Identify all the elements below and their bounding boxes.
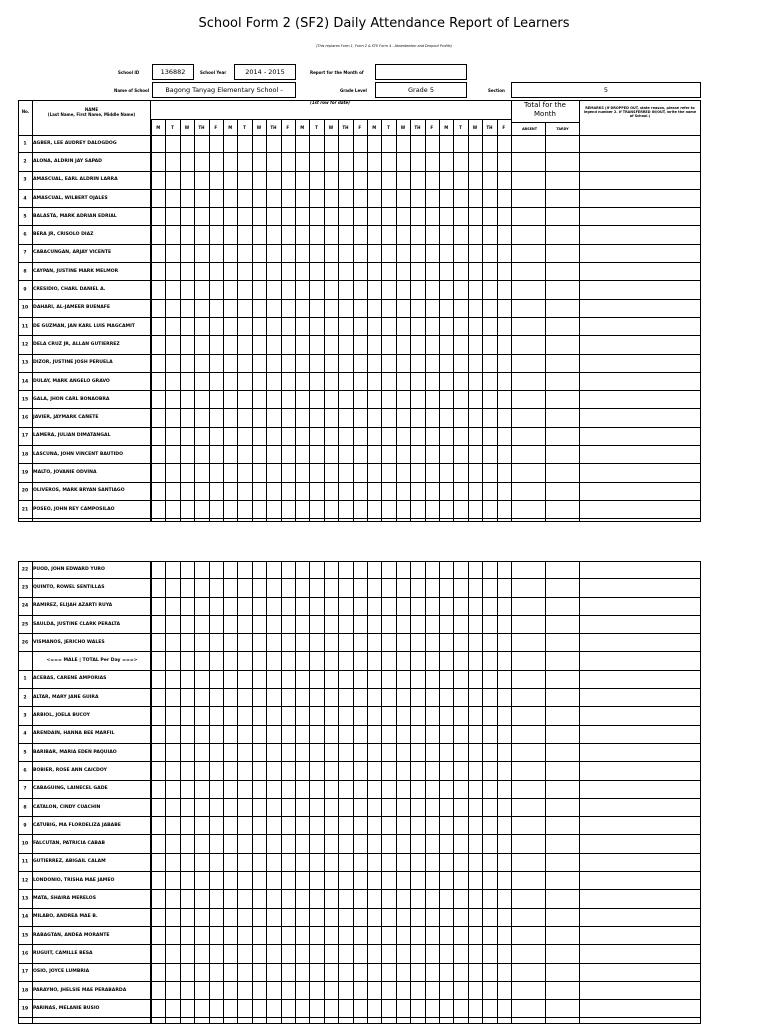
learner-row[interactable] — [18, 561, 701, 579]
learner-number: 3 — [23, 713, 27, 719]
learner-row[interactable] — [18, 872, 701, 890]
learner-name: ARBIOL, JOELA BUCOY — [33, 713, 90, 719]
day-header: W — [472, 125, 478, 130]
learner-row[interactable] — [18, 153, 701, 171]
learner-number: 19 — [21, 470, 29, 476]
learner-name: AMASCUAL, WILBERT OJALES — [33, 195, 108, 201]
day-header: TH — [198, 125, 205, 130]
learner-number: 26 — [21, 640, 29, 646]
learner-name: JAVIER, JAYMARK CAÑETE — [33, 415, 99, 421]
learner-number: 7 — [23, 250, 27, 256]
learner-row[interactable] — [18, 1000, 701, 1018]
learner-row[interactable] — [18, 227, 701, 245]
learner-number: 3 — [23, 177, 27, 183]
learner-number: 10 — [21, 841, 29, 847]
learner-row[interactable] — [18, 854, 701, 872]
col-no-header: No. — [21, 109, 30, 114]
learner-name: LONDONIO, TRISHA MAE JAMEO — [33, 877, 115, 883]
school-id-field[interactable]: 136882 — [152, 64, 194, 80]
learner-number: 8 — [23, 269, 27, 275]
learner-number: 11 — [21, 324, 29, 330]
learner-name: FALCUTAN, PATRICIA CABAB — [33, 841, 105, 847]
learner-name: POSEO, JOHN REY CAMPOSILAO — [33, 506, 115, 512]
learner-number: 5 — [23, 750, 27, 756]
day-header: M — [444, 125, 449, 130]
school-year-label: School Year — [200, 70, 227, 75]
learner-row[interactable] — [18, 190, 701, 208]
day-header: M — [300, 125, 305, 130]
day-header: M — [228, 125, 233, 130]
learner-name: ACEBAS, CARENE AMPORIAS — [33, 676, 107, 682]
learner-row[interactable] — [18, 964, 701, 982]
day-header: T — [459, 125, 462, 130]
absent-header: ABSENT — [521, 127, 538, 131]
col-name-header: NAME (Last Name, First Name, Middle Name) — [47, 107, 136, 117]
day-header: W — [256, 125, 262, 130]
learner-name: BARIBAR, MARIA EDEN PAQUIAO — [33, 749, 117, 755]
learner-row[interactable] — [18, 172, 701, 190]
day-header: W — [184, 125, 190, 130]
learner-row[interactable] — [18, 410, 701, 428]
day-header: F — [286, 125, 290, 130]
section-field[interactable]: 5 — [511, 82, 701, 98]
learner-row[interactable] — [18, 890, 701, 908]
learner-name: LAMERA, JULIAN DIMATANGAL — [33, 433, 111, 439]
learner-row[interactable] — [18, 671, 701, 689]
learner-row[interactable] — [18, 208, 701, 226]
learner-row[interactable] — [18, 945, 701, 963]
learner-number: 12 — [21, 878, 29, 884]
learner-number: 21 — [21, 507, 29, 513]
learner-name: VISMANOS, JERICHO WALES — [33, 639, 105, 645]
learner-row[interactable] — [18, 616, 701, 634]
learner-number: 2 — [23, 695, 27, 701]
learner-number: 13 — [21, 896, 29, 902]
learner-number: 14 — [21, 379, 29, 385]
school-name-field[interactable]: Bagong Tanyag Elementary School - — [152, 82, 296, 98]
learner-number: 24 — [21, 603, 29, 609]
learner-name: CATUBIG, MA FLORDELIZA JABABE — [33, 822, 121, 828]
learner-name: CRESIDIO, CHARL DANIEL A. — [33, 287, 106, 293]
learner-row[interactable] — [18, 281, 701, 299]
learner-number: 25 — [21, 622, 29, 628]
form-title: School Form 2 (SF2) Daily Attendance Report of Learners — [198, 16, 570, 31]
learner-number: 20 — [21, 488, 29, 494]
learner-name: PUOD, JOHN EDWARD YURO — [33, 566, 105, 572]
dates-row-label: (1st row for date) — [310, 100, 350, 105]
learner-name: GUTIERREZ, ABIGAIL CALAM — [33, 859, 106, 865]
day-header: T — [243, 125, 246, 130]
learner-number: 17 — [21, 969, 29, 975]
learner-row[interactable] — [18, 373, 701, 391]
day-header: M — [156, 125, 161, 130]
learner-number: 15 — [21, 933, 29, 939]
learner-name: RUGUIT, CAMILLE BESA — [33, 950, 93, 956]
learner-number: 11 — [21, 859, 29, 865]
learner-number: 7 — [23, 786, 27, 792]
total-month-header: Total for the Month — [524, 101, 566, 118]
learner-name: MALTO, JOVANIE ODVINA — [33, 470, 97, 476]
learner-number: 8 — [23, 805, 27, 811]
learner-row[interactable] — [18, 391, 701, 409]
learner-row[interactable] — [18, 245, 701, 263]
learner-row[interactable] — [18, 817, 701, 835]
learner-name: ARENDAIN, HANNA BEE MARFIL — [33, 731, 115, 737]
learner-number: 10 — [21, 305, 29, 311]
learner-name: LASCUNA, JOHN VINCENT BAUTIDO — [33, 451, 124, 457]
learner-row[interactable] — [18, 483, 701, 501]
grade-level-label: Grade Level — [340, 88, 367, 93]
learner-number: 15 — [21, 397, 29, 403]
learner-number: 18 — [21, 988, 29, 994]
learner-row[interactable] — [18, 744, 701, 762]
day-header: TH — [270, 125, 277, 130]
learner-number: 2 — [23, 159, 27, 165]
learner-name: OLIVEROS, MARK BRYAN SANTIAGO — [33, 488, 125, 494]
learner-name: CATALON, CINDY CUACHIN — [33, 804, 101, 810]
tardy-header: TARDY — [556, 127, 569, 131]
learner-name: BALASTA, MARK ADRIAN EDRIAL — [33, 213, 117, 219]
learner-row[interactable] — [18, 909, 701, 927]
learner-row[interactable] — [18, 762, 701, 780]
male-total-label: <=== MALE | TOTAL Per Day ===> — [46, 658, 138, 664]
day-header: F — [358, 125, 362, 130]
day-header: T — [387, 125, 390, 130]
school-year-field[interactable]: 2014 - 2015 — [234, 64, 296, 80]
learner-number: 16 — [21, 415, 29, 421]
day-header: W — [328, 125, 334, 130]
learner-name: DE GUZMAN, JAN KARL LUIS MAGCAMIT — [33, 323, 135, 329]
learner-row[interactable] — [18, 446, 701, 464]
learner-row[interactable] — [18, 707, 701, 725]
grade-level-field[interactable]: Grade 5 — [375, 82, 467, 98]
learner-row[interactable] — [18, 982, 701, 1000]
learner-row[interactable] — [18, 464, 701, 482]
attendance-table-page1 — [18, 100, 701, 522]
learner-name: RABAGTAN, ANDEA MORANTE — [33, 932, 110, 938]
day-header: F — [214, 125, 218, 130]
learner-number: 22 — [21, 567, 29, 573]
learner-name: AGBER, LEE AUDREY DALOGDOG — [33, 140, 117, 146]
learner-row[interactable] — [18, 836, 701, 854]
learner-name: CAYPAN, JUSTINE MARK MELMOR — [33, 268, 119, 274]
form-subtitle: (This replaces Form 1, Form 2 & STS Form 4 - Absenteeism and Dropout Profile) — [316, 44, 452, 48]
day-header: TH — [414, 125, 421, 130]
learner-row[interactable] — [18, 428, 701, 446]
learner-number: 4 — [23, 731, 27, 737]
learner-number: 14 — [21, 914, 29, 920]
learner-name: AMASCUAL, EARL ALDRIN LARRA — [33, 177, 118, 183]
learner-row[interactable] — [18, 579, 701, 597]
school-name-label: Name of School — [114, 88, 150, 93]
day-header: F — [430, 125, 434, 130]
learner-name: CABACUNGAN, ARJAY VICENTE — [33, 250, 112, 256]
learner-number: 13 — [21, 360, 29, 366]
learner-name: GALA, JHON CARL BONAOBRA — [33, 396, 110, 402]
learner-name: PARINAS, MELANIE BUSIO — [33, 1005, 100, 1011]
learner-row[interactable] — [18, 300, 701, 318]
day-header: T — [171, 125, 174, 130]
learner-number: 17 — [21, 433, 29, 439]
learner-name: MILABO, ANDREA MAE B. — [33, 914, 98, 920]
learner-name: DIZOR, JUSTINE JOSH PERUELA — [33, 360, 113, 366]
learner-number: 4 — [23, 196, 27, 202]
learner-number: 12 — [21, 342, 29, 348]
date-row-rule — [150, 119, 511, 120]
learner-name: DELA CRUZ JR, ALLAN GUTIERREZ — [33, 341, 120, 347]
learner-number: 9 — [23, 823, 27, 829]
day-header: TH — [342, 125, 349, 130]
learner-row[interactable] — [18, 598, 701, 616]
learner-number: 1 — [23, 141, 27, 147]
learner-row[interactable] — [18, 927, 701, 945]
learner-row[interactable] — [18, 726, 701, 744]
attendance-table-page2 — [18, 561, 701, 1024]
learner-name: OSIO, JOYCE LUMBRIA — [33, 969, 90, 975]
learner-name: ALONA, ALDRIN JAY SAPAD — [33, 158, 102, 164]
learner-row[interactable] — [18, 355, 701, 373]
learner-row[interactable] — [18, 634, 701, 652]
learner-row[interactable] — [18, 799, 701, 817]
report-month-field[interactable] — [375, 64, 467, 80]
learner-number: 23 — [21, 585, 29, 591]
day-header: F — [502, 125, 506, 130]
day-header: T — [315, 125, 318, 130]
day-header: TH — [486, 125, 493, 130]
learner-name: BERA JR, CRISOLO DIAZ — [33, 232, 94, 238]
section-label: Section — [488, 88, 505, 93]
learner-row[interactable] — [18, 653, 701, 671]
learner-name: DAHARI, AL-JAMEER BUENAFE — [33, 305, 111, 311]
day-header: M — [372, 125, 377, 130]
learner-name: DULAY, MARK ANGELO GRAVO — [33, 378, 110, 384]
learner-name: ALTAR, MARY JANE GUIRA — [33, 694, 99, 700]
learner-name: SAULDA, JUSTINE CLARK PERALTA — [33, 621, 120, 627]
learner-name: MATA, SHAIRA MERELOS — [33, 896, 97, 902]
learner-number: 16 — [21, 951, 29, 957]
learner-number: 9 — [23, 287, 27, 293]
learner-row[interactable] — [18, 501, 701, 519]
learner-row[interactable] — [18, 318, 701, 336]
learner-number: 1 — [23, 676, 27, 682]
learner-number: 6 — [23, 768, 27, 774]
learner-row[interactable] — [18, 689, 701, 707]
school-id-label: School ID — [118, 70, 140, 75]
learner-name: PARAYNO, JHELSIE MAE PERABARDA — [33, 987, 127, 993]
learner-name: BOBIER, ROSE ANN CAICDOY — [33, 767, 107, 773]
learner-name: QUINTO, ROWEL SENTILLAS — [33, 584, 105, 590]
learner-name: CABAGUING, LAINECEL GADE — [33, 786, 108, 792]
learner-row[interactable] — [18, 336, 701, 354]
learner-row[interactable] — [18, 135, 701, 153]
learner-number: 19 — [21, 1006, 29, 1012]
remarks-header: REMARKS (If DROPPED OUT, state reason, please refer to legend number 2. If TRANSFERRED IN/OUT, write the name of School.) — [583, 106, 697, 119]
learner-number: 5 — [23, 214, 27, 220]
learner-number: 18 — [21, 452, 29, 458]
learner-row[interactable] — [18, 263, 701, 281]
day-header: W — [400, 125, 406, 130]
report-month-label: Report for the Month of — [310, 70, 364, 75]
learner-number: 6 — [23, 232, 27, 238]
learner-row[interactable] — [18, 781, 701, 799]
learner-name: RAMIREZ, ELIJAH AZARTI RUYA — [33, 603, 113, 609]
